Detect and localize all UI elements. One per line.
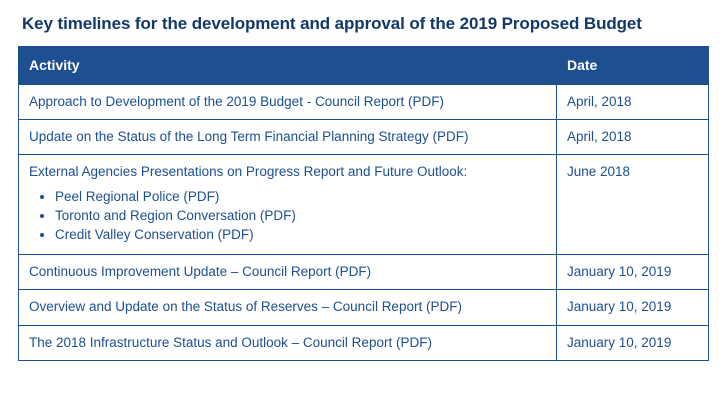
activity-cell [19,84,557,119]
date-cell: June 2018 [557,155,709,255]
activity-label: Approach to Development of the 2019 Budget - Council Report (PDF) [29,93,444,109]
activity-cell [19,155,557,255]
activity-label: The 2018 Infrastructure Status and Outlook – Council Report (PDF) [29,334,432,350]
table-body [19,84,709,360]
table-row [19,84,709,119]
list-item[interactable]: • Peel Regional Police (PDF) [55,188,546,206]
list-item[interactable]: • Toronto and Region Conversation (PDF) [55,207,546,225]
list-item[interactable]: • Credit Valley Conservation (PDF) [55,226,546,244]
activity-label: External Agencies Presentations on Progress Report and Future Outlook: [29,164,468,180]
table-row [19,255,709,290]
activity-cell [19,290,557,325]
date-cell: January 10, 2019 [557,325,709,360]
table-row [19,155,709,255]
date-cell: January 10, 2019 [557,290,709,325]
column-header-activity: Activity [19,47,557,85]
column-header-date: Date [557,47,709,85]
date-cell: April, 2018 [557,120,709,155]
date-cell: April, 2018 [557,84,709,119]
page-title: Key timelines for the development and approval of the 2019 Proposed Budget [22,14,642,33]
date-cell: January 10, 2019 [557,255,709,290]
activity-cell [19,120,557,155]
table-row [19,290,709,325]
table-header [19,47,709,85]
activity-cell [19,255,557,290]
table-header-row [19,47,709,85]
timelines-table [18,46,709,361]
activity-bullet-list [29,188,546,245]
table-row [19,325,709,360]
activity-cell [19,325,557,360]
table-row [19,120,709,155]
activity-label: Update on the Status of the Long Term Financial Planning Strategy (PDF) [29,129,469,145]
activity-label: Continuous Improvement Update – Council Report (PDF) [29,264,372,280]
activity-label: Overview and Update on the Status of Reserves – Council Report (PDF) [29,299,462,315]
